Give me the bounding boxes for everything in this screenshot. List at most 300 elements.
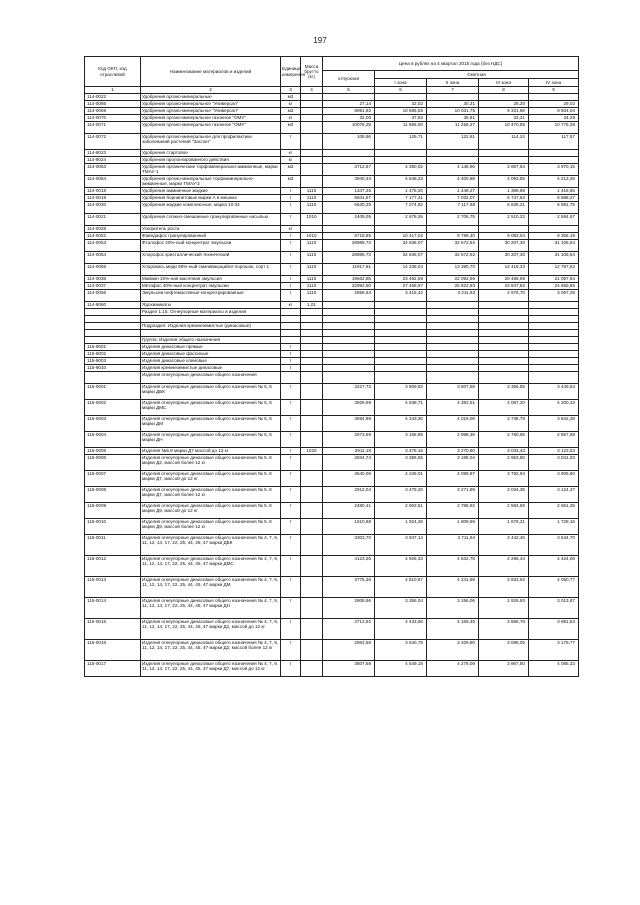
- header-mass: Масса брутто (кг): [301, 57, 323, 87]
- zone-1-price-cell: [375, 302, 427, 309]
- zone-4-price-cell: 3 981,53: [529, 619, 579, 640]
- table-row: [85, 358, 579, 365]
- name-cell: Удобрения аммиачные жидкие: [141, 188, 281, 195]
- zone-2-price-cell: 25 822,93: [427, 283, 479, 290]
- table-row: [85, 122, 579, 134]
- zone-1-price-cell: 4 510,67: [375, 577, 427, 598]
- zone-1-price-cell: [375, 372, 427, 384]
- header-zone-4: IV зона: [529, 79, 579, 87]
- table-row: [85, 416, 579, 432]
- table-row: [85, 164, 579, 176]
- code-cell: 114-0064: [85, 176, 141, 188]
- zone-2-price-cell: 11 256,27: [427, 122, 479, 134]
- zone-2-price-cell: [427, 372, 479, 384]
- name-cell: Хлорофос кристаллический технический: [141, 252, 281, 264]
- name-cell: Удобрения сложно-смешанные гранулированные насыпью: [141, 214, 281, 226]
- unit-cell: т: [281, 134, 301, 150]
- zone-2-price-cell: 13 390,70: [427, 264, 479, 276]
- code-cell: [85, 323, 141, 330]
- zone-3-price-cell: 4 296,44: [479, 556, 529, 577]
- col-number: 9: [529, 87, 579, 94]
- zone-3-price-cell: [479, 323, 529, 330]
- mass-cell: 1110: [301, 276, 323, 283]
- zone-2-price-cell: 7 117,68: [427, 202, 479, 214]
- zone-3-price-cell: 28,20: [479, 101, 529, 108]
- table-row: [85, 283, 579, 290]
- zone-2-price-cell: 4 392,51: [427, 400, 479, 416]
- unit-cell: т: [281, 252, 301, 264]
- zone-2-price-cell: 3 185,04: [427, 455, 479, 471]
- mass-cell: [301, 134, 323, 150]
- zone-2-price-cell: [427, 344, 479, 351]
- release-price-cell: 8718,85: [323, 233, 375, 240]
- mass-cell: [301, 115, 323, 122]
- zone-3-price-cell: 33,31: [479, 115, 529, 122]
- zone-2-price-cell: 22 092,96: [427, 276, 479, 283]
- name-cell: Изделия огнеупорные динасовые общего назначения № 4, 7, 9, 11, 12, 14, 17, 22, 25, 44, 45, 47 марки ДМ: [141, 577, 281, 598]
- header-unit: Единица измерения: [281, 57, 301, 87]
- mass-cell: [301, 384, 323, 400]
- release-price-cell: [323, 302, 375, 309]
- release-price-cell: 28989,73: [323, 240, 375, 252]
- code-cell: 115-0014: [85, 598, 141, 619]
- zone-4-price-cell: 21 097,84: [529, 276, 579, 283]
- code-cell: 114-0018: [85, 188, 141, 195]
- table-row: [85, 535, 579, 556]
- zone-4-price-cell: [529, 365, 579, 372]
- zone-1-price-cell: [375, 316, 427, 323]
- zone-3-price-cell: [479, 330, 529, 337]
- mass-cell: [301, 661, 323, 677]
- zone-3-price-cell: [479, 157, 529, 164]
- name-cell: Удобрения органо-минеральное "Универсал": [141, 108, 281, 115]
- mass-cell: [301, 351, 323, 358]
- unit-cell: т: [281, 640, 301, 661]
- mass-cell: 1020: [301, 448, 323, 455]
- zone-2-price-cell: [427, 330, 479, 337]
- zone-1-price-cell: 34 636,07: [375, 240, 427, 252]
- mass-cell: [301, 176, 323, 188]
- zone-4-price-cell: 3 041,03: [529, 455, 579, 471]
- table-row: [85, 134, 579, 150]
- zone-4-price-cell: 117,57: [529, 134, 579, 150]
- code-cell: 115-0007: [85, 471, 141, 487]
- release-price-cell: 2673,69: [323, 432, 375, 448]
- zone-3-price-cell: 3 356,85: [479, 384, 529, 400]
- code-cell: 115-9010: [85, 365, 141, 372]
- name-cell: Майаин 15%-ная масляная эмульсия: [141, 276, 281, 283]
- zone-3-price-cell: 9 331,66: [479, 108, 529, 115]
- name-cell: Изделия огнеупорные динасовые общего назначения № 5, 8 марки Д2, массой более 12 кг: [141, 455, 281, 471]
- zone-4-price-cell: 3 970,15: [529, 164, 579, 176]
- mass-cell: [301, 455, 323, 471]
- name-cell: [141, 330, 281, 337]
- zone-2-price-cell: 10 031,75: [427, 108, 479, 115]
- zone-1-price-cell: 129,71: [375, 134, 427, 150]
- unit-cell: [281, 316, 301, 323]
- zone-1-price-cell: 3 415,42: [375, 290, 427, 302]
- zone-4-price-cell: [529, 157, 579, 164]
- table-row: [85, 487, 579, 503]
- mass-cell: [301, 323, 323, 330]
- mass-cell: [301, 358, 323, 365]
- col-number: 7: [427, 87, 479, 94]
- code-cell: 115-0008: [85, 487, 141, 503]
- table-header: [85, 57, 579, 94]
- table-row: [85, 264, 579, 276]
- zone-1-price-cell: 4 549,18: [375, 661, 427, 677]
- unit-cell: т: [281, 290, 301, 302]
- mass-cell: 1110: [301, 283, 323, 290]
- unit-cell: т: [281, 487, 301, 503]
- table-row: [85, 577, 579, 598]
- code-cell: 115-0015: [85, 619, 141, 640]
- zone-3-price-cell: [479, 226, 529, 233]
- zone-4-price-cell: 2 584,67: [529, 214, 579, 226]
- mass-cell: 1110: [301, 202, 323, 214]
- code-cell: 115-9002: [85, 351, 141, 358]
- unit-cell: т: [281, 432, 301, 448]
- name-cell: Хлорокись меди 90%-ный смачивающийся порошок, сорт 1: [141, 264, 281, 276]
- zone-3-price-cell: 3 967,50: [479, 661, 529, 677]
- code-cell: 114-0056: [85, 290, 141, 302]
- zone-3-price-cell: [479, 309, 529, 316]
- zone-1-price-cell: 1 478,20: [375, 188, 427, 195]
- code-cell: 115-0011: [85, 535, 141, 556]
- unit-cell: т: [281, 202, 301, 214]
- mass-cell: [301, 226, 323, 233]
- unit-cell: т: [281, 598, 301, 619]
- zone-3-price-cell: 20 488,69: [479, 276, 529, 283]
- zone-2-price-cell: 1 809,69: [427, 519, 479, 535]
- zone-3-price-cell: 3 933,93: [479, 577, 529, 598]
- release-price-cell: 3775,36: [323, 577, 375, 598]
- zone-1-price-cell: 32,02: [375, 101, 427, 108]
- zone-1-price-cell: 4 926,33: [375, 556, 427, 577]
- zone-1-price-cell: [375, 337, 427, 344]
- zone-3-price-cell: 2 780,65: [479, 432, 529, 448]
- zone-2-price-cell: 32 572,52: [427, 240, 479, 252]
- name-cell: Изделия огнеупорные динасовые общего назначения № 5, 8 марки Д9, массой до 12 кг: [141, 503, 281, 519]
- zone-1-price-cell: 2 963,51: [375, 503, 427, 519]
- zone-3-price-cell: 30 207,30: [479, 240, 529, 252]
- code-cell: 114-0028: [85, 226, 141, 233]
- code-cell: 114-0022: [85, 94, 141, 101]
- zone-3-price-cell: 2 926,93: [479, 598, 529, 619]
- mass-cell: [301, 535, 323, 556]
- name-cell: Изделия огнеупорные динасовые общего назначения № 4, 7, 9, 11, 12, 14, 17, 22, 25, 44, 45, 47 марки ДМС: [141, 556, 281, 577]
- section-row: [85, 309, 579, 316]
- code-cell: 114-0070: [85, 115, 141, 122]
- unit-cell: [281, 323, 301, 330]
- zone-3-price-cell: 4 093,85: [479, 176, 529, 188]
- unit-cell: т: [281, 384, 301, 400]
- release-price-cell: 6630,35: [323, 202, 375, 214]
- zone-3-price-cell: 3 033,43: [479, 448, 529, 455]
- name-cell: Изделия огнеупорные динасовые общего назначения № 5, 8 марки ДБК: [141, 384, 281, 400]
- mass-cell: [301, 316, 323, 323]
- name-cell: Изделия огнеупорные динасовые общего назначения № 5, 8 марки Д9, массой более 12 кг: [141, 519, 281, 535]
- release-price-cell: [323, 316, 375, 323]
- release-price-cell: 32,06: [323, 115, 375, 122]
- code-cell: 114-0021: [85, 214, 141, 226]
- zone-1-price-cell: 4 638,71: [375, 400, 427, 416]
- table-row: [85, 432, 579, 448]
- mass-cell: [301, 372, 323, 384]
- zone-1-price-cell: 1 924,36: [375, 519, 427, 535]
- mass-cell: [301, 157, 323, 164]
- zone-3-price-cell: [479, 365, 529, 372]
- zone-2-price-cell: 7 032,07: [427, 195, 479, 202]
- release-price-cell: 27,14: [323, 101, 375, 108]
- table-row: [85, 344, 579, 351]
- unit-cell: кг: [281, 157, 301, 164]
- zone-1-price-cell: 10 417,02: [375, 233, 427, 240]
- table-row: [85, 302, 579, 309]
- zone-1-price-cell: [375, 150, 427, 157]
- page-number: 197: [313, 36, 327, 45]
- zone-4-price-cell: 4 050,77: [529, 577, 579, 598]
- zone-2-price-cell: [427, 94, 479, 101]
- zone-2-price-cell: [427, 309, 479, 316]
- col-number: 4: [301, 87, 323, 94]
- zone-1-price-cell: [375, 344, 427, 351]
- zone-4-price-cell: [529, 316, 579, 323]
- release-price-cell: 4123,26: [323, 556, 375, 577]
- release-price-cell: 2858,64: [323, 290, 375, 302]
- mass-cell: 1110: [301, 188, 323, 195]
- release-price-cell: 6541,57: [323, 195, 375, 202]
- zone-2-price-cell: 1 448,27: [427, 188, 479, 195]
- name-cell: Изделия огнеупорные динасовые общего назначения № 5, 8 марки Д7, массой до 12 кг: [141, 471, 281, 487]
- release-price-cell: 3303,70: [323, 535, 375, 556]
- mass-cell: 1110: [301, 195, 323, 202]
- release-price-cell: 3807,58: [323, 661, 375, 677]
- name-cell: Удобрения борнинетовые марки А в мешках: [141, 195, 281, 202]
- unit-cell: кг: [281, 115, 301, 122]
- name-cell: Изделия огнеупорные динасовые общего назначения № 5, 8 марки ДМ: [141, 416, 281, 432]
- zone-3-price-cell: 2 953,80: [479, 455, 529, 471]
- release-price-cell: [323, 358, 375, 365]
- table-row: [85, 195, 579, 202]
- code-cell: 114-0063: [85, 164, 141, 176]
- zone-3-price-cell: [479, 351, 529, 358]
- unit-cell: т: [281, 233, 301, 240]
- zone-1-price-cell: 3 809,82: [375, 384, 427, 400]
- code-cell: 114-0019: [85, 195, 141, 202]
- code-cell: 115-0006: [85, 455, 141, 471]
- name-cell: Ядохимикаты: [141, 302, 281, 309]
- unit-cell: м3: [281, 94, 301, 101]
- code-cell: 115-0009: [85, 503, 141, 519]
- col-number: 2: [141, 87, 281, 94]
- name-cell: Метафос 40%-ный концентрат эмульсии: [141, 283, 281, 290]
- name-cell: Удобрения органо-минеральное газонное "ОМУ": [141, 122, 281, 134]
- zone-2-price-cell: 4 632,78: [427, 556, 479, 577]
- mass-cell: [301, 309, 323, 316]
- col-number: 5: [323, 87, 375, 94]
- zone-3-price-cell: 3 034,35: [479, 487, 529, 503]
- zone-1-price-cell: [375, 157, 427, 164]
- unit-cell: м3: [281, 122, 301, 134]
- zone-2-price-cell: 4 089,87: [427, 471, 479, 487]
- zone-1-price-cell: 3 478,16: [375, 448, 427, 455]
- mass-cell: 1010: [301, 233, 323, 240]
- zone-3-price-cell: 2 584,59: [479, 503, 529, 519]
- zone-2-price-cell: 4 018,06: [427, 416, 479, 432]
- zone-4-price-cell: 3 124,47: [529, 487, 579, 503]
- code-cell: 115-9003: [85, 358, 141, 365]
- code-cell: [85, 330, 141, 337]
- table-body: [85, 94, 579, 677]
- release-price-cell: 19662,85: [323, 276, 375, 283]
- zone-1-price-cell: 14 238,04: [375, 264, 427, 276]
- unit-cell: кг: [281, 150, 301, 157]
- table-row: [85, 157, 579, 164]
- zone-1-price-cell: 3 947,14: [375, 535, 427, 556]
- name-cell: Изделия №5,8 марки Д7 массой до 12 кг: [141, 448, 281, 455]
- name-cell: Удобрения органо-минеральное газонное "ОМУ": [141, 115, 281, 122]
- unit-cell: т: [281, 351, 301, 358]
- mass-cell: [301, 122, 323, 134]
- zone-1-price-cell: 11 966,00: [375, 122, 427, 134]
- zone-4-price-cell: [529, 94, 579, 101]
- zone-4-price-cell: 4 213,25: [529, 176, 579, 188]
- zone-3-price-cell: 3 792,94: [479, 471, 529, 487]
- zone-2-price-cell: 3 156,06: [427, 598, 479, 619]
- mass-cell: [301, 330, 323, 337]
- table-row: [85, 240, 579, 252]
- code-cell: 115-0017: [85, 661, 141, 677]
- unit-cell: т: [281, 365, 301, 372]
- name-cell: Группа: Изделия общего назначения: [141, 337, 281, 344]
- mass-cell: [301, 519, 323, 535]
- zone-1-price-cell: 3 155,85: [375, 432, 427, 448]
- zone-1-price-cell: 4 433,66: [375, 619, 427, 640]
- zone-4-price-cell: 12 787,62: [529, 264, 579, 276]
- zone-3-price-cell: 4 087,20: [479, 400, 529, 416]
- zone-4-price-cell: 3 905,60: [529, 471, 579, 487]
- release-price-cell: 3594,98: [323, 416, 375, 432]
- zone-2-price-cell: [427, 150, 479, 157]
- table-row: [85, 640, 579, 661]
- release-price-cell: 3640,06: [323, 471, 375, 487]
- release-price-cell: 22982,56: [323, 283, 375, 290]
- mass-cell: [301, 164, 323, 176]
- release-price-cell: 2912,04: [323, 487, 375, 503]
- code-cell: 114-9060: [85, 302, 141, 309]
- col-number: 6: [375, 87, 427, 94]
- zone-2-price-cell: [427, 157, 479, 164]
- zone-4-price-cell: 3 842,38: [529, 416, 579, 432]
- zone-4-price-cell: 3 179,77: [529, 640, 579, 661]
- zone-4-price-cell: [529, 309, 579, 316]
- code-cell: [85, 309, 141, 316]
- zone-4-price-cell: [529, 344, 579, 351]
- name-cell: Удобрения стартовое: [141, 150, 281, 157]
- mass-cell: [301, 337, 323, 344]
- mass-cell: [301, 108, 323, 115]
- mass-cell: [301, 471, 323, 487]
- zone-1-price-cell: [375, 226, 427, 233]
- name-cell: Изделия динасовые клиновые: [141, 358, 281, 365]
- table-row: [85, 661, 579, 677]
- zone-1-price-cell: 3 540,78: [375, 640, 427, 661]
- zone-4-price-cell: [529, 226, 579, 233]
- zone-4-price-cell: 3 544,70: [529, 535, 579, 556]
- col-number: 1: [85, 87, 141, 94]
- zone-2-price-cell: 4 400,88: [427, 176, 479, 188]
- zone-4-price-cell: 3 067,28: [529, 290, 579, 302]
- code-cell: [85, 337, 141, 344]
- zone-2-price-cell: 3 211,93: [427, 290, 479, 302]
- code-cell: 115-9001: [85, 344, 141, 351]
- code-cell: 115-0002: [85, 400, 141, 416]
- unit-cell: м3: [281, 108, 301, 115]
- zone-4-price-cell: 3 449,54: [529, 384, 579, 400]
- unit-cell: кг: [281, 302, 301, 309]
- name-cell: Изделия огнеупорные динасовые общего назначения № 4, 7, 9, 11, 12, 14, 17, 22, 25, 44, 45, 47 марки Д7, массой до 12 кг: [141, 661, 281, 677]
- zone-3-price-cell: 1 678,31: [479, 519, 529, 535]
- release-price-cell: [323, 150, 375, 157]
- name-cell: Изделия кремнеземистые динасовые: [141, 365, 281, 372]
- code-cell: 114-0052: [85, 233, 141, 240]
- zone-4-price-cell: 6 981,75: [529, 202, 579, 214]
- zone-4-price-cell: 1 728,16: [529, 519, 579, 535]
- release-price-cell: [323, 330, 375, 337]
- zone-4-price-cell: [529, 372, 579, 384]
- table-row: [85, 226, 579, 233]
- code-cell: 115-0001: [85, 384, 141, 400]
- zone-3-price-cell: [479, 94, 529, 101]
- zone-2-price-cell: 3 270,80: [427, 448, 479, 455]
- table-row: [85, 214, 579, 226]
- zone-1-price-cell: 7 274,82: [375, 202, 427, 214]
- release-price-cell: 28989,73: [323, 252, 375, 264]
- table-row: [85, 519, 579, 535]
- mass-cell: 1010: [301, 214, 323, 226]
- zone-4-price-cell: 4 085,33: [529, 661, 579, 677]
- table-row: [85, 471, 579, 487]
- mass-cell: 1110: [301, 240, 323, 252]
- zone-1-price-cell: 3 356,04: [375, 598, 427, 619]
- release-price-cell: [323, 309, 375, 316]
- zone-2-price-cell: 122,81: [427, 134, 479, 150]
- zone-3-price-cell: 1 389,69: [479, 188, 529, 195]
- header-price-group: Цена в рублях на 4 квартал 2015 года (без НДС): [323, 57, 579, 71]
- column-number-row: [85, 87, 579, 94]
- release-price-cell: 3227,72: [323, 384, 375, 400]
- zone-4-price-cell: 2 857,69: [529, 432, 579, 448]
- release-price-cell: [323, 365, 375, 372]
- zone-4-price-cell: 31 105,54: [529, 252, 579, 264]
- name-cell: Удобрения органо-минеральное "Универсал": [141, 101, 281, 108]
- mass-cell: [301, 94, 323, 101]
- unit-cell: т: [281, 276, 301, 283]
- mass-cell: [301, 487, 323, 503]
- unit-cell: м3: [281, 176, 301, 188]
- zone-2-price-cell: 3 711,94: [427, 535, 479, 556]
- unit-cell: т: [281, 448, 301, 455]
- unit-cell: т: [281, 344, 301, 351]
- mass-cell: [301, 640, 323, 661]
- name-cell: Удобрения жидкие комплексные, марка 10:34: [141, 202, 281, 214]
- name-cell: Изделия динасовые прямые: [141, 344, 281, 351]
- mass-cell: 1110: [301, 290, 323, 302]
- name-cell: Изделия огнеупорные динасовые общего назначения № 5, 8 марки Д7, массой более 12 кг: [141, 487, 281, 503]
- name-cell: Изделия огнеупорные динасовые общего назначения № 5, 8 марки ДМС: [141, 400, 281, 416]
- zone-4-price-cell: [529, 323, 579, 330]
